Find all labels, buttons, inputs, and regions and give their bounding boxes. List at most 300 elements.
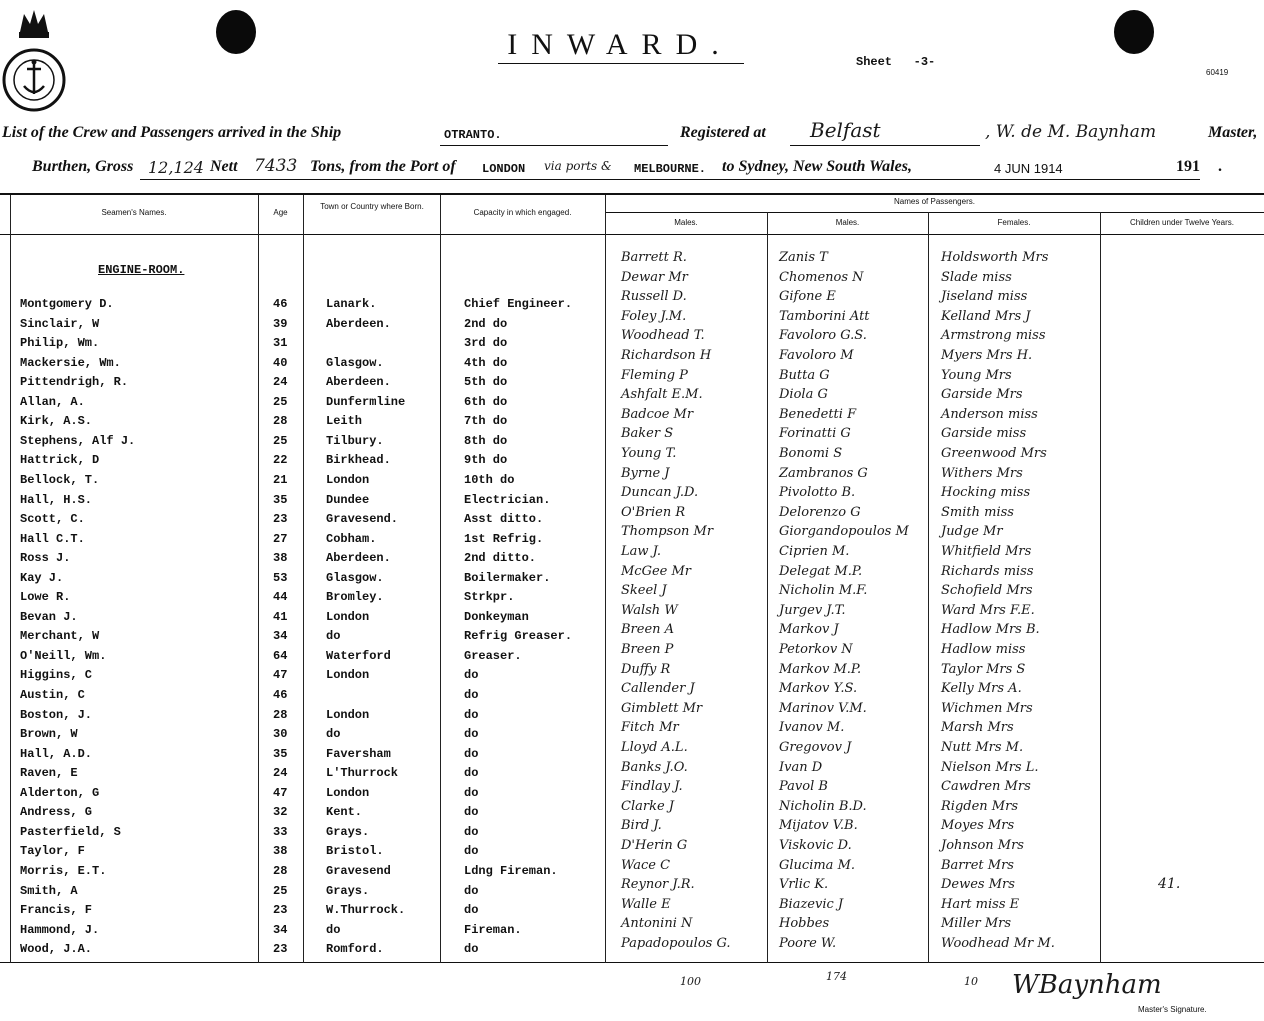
col-header-males-1: Males. (674, 218, 698, 227)
crew-capacity: Asst ditto. (464, 512, 544, 527)
passenger-female: Greenwood Mrs (941, 446, 1047, 461)
crew-age: 31 (273, 336, 288, 351)
sheet-label: Sheet (856, 55, 893, 69)
passenger-row (605, 583, 1105, 603)
crew-town: W.Thurrock. (326, 903, 406, 918)
passenger-row (605, 250, 1105, 270)
passenger-row (605, 270, 1105, 290)
crew-row (0, 825, 605, 845)
passenger-male: Barrett R. (621, 250, 687, 265)
crew-town: do (326, 727, 341, 742)
crew-town: Bromley. (326, 590, 384, 605)
crew-town: Glasgow. (326, 355, 384, 370)
passenger-female: Withers Mrs (941, 465, 1023, 481)
crew-name: Mackersie, Wm. (20, 355, 121, 370)
crew-row (0, 395, 605, 415)
crew-row (0, 590, 605, 610)
passenger-male: Ashfalt E.M. (621, 387, 703, 403)
passenger-row (605, 701, 1105, 721)
master-label: Master, (1208, 124, 1258, 141)
crew-name: Ross J. (20, 551, 71, 566)
passenger-male: Marinov V.M. (779, 700, 867, 716)
registered-line (790, 145, 980, 146)
passenger-male: Poore W. (779, 936, 837, 951)
passenger-male: Favoloro G.S. (779, 328, 867, 344)
crew-row (0, 923, 605, 943)
passenger-male: Pavol B (779, 779, 828, 795)
passenger-male: Markov Y.S. (779, 681, 858, 697)
crew-capacity: 3rd do (464, 336, 508, 351)
crew-name: Raven, E (20, 766, 78, 781)
crew-row (0, 571, 605, 591)
year-prefix: 191 (1176, 158, 1200, 175)
crew-capacity: Donkeyman (464, 609, 529, 624)
crew-town: Dunfermline (326, 394, 406, 409)
passenger-row (605, 368, 1105, 388)
crew-row (0, 727, 605, 747)
crew-town: do (326, 629, 341, 644)
passenger-female: Barret Mrs (941, 857, 1014, 873)
nett-tonnage: 7433 (254, 156, 298, 176)
crew-age: 38 (273, 551, 288, 566)
passenger-row (605, 622, 1105, 642)
crew-name: Boston, J. (20, 707, 93, 722)
passenger-female: Hadlow miss (941, 642, 1026, 657)
passenger-row (605, 564, 1105, 584)
passenger-male: Petorkov N (779, 642, 853, 657)
crew-age: 23 (273, 942, 288, 957)
crew-capacity: do (464, 688, 479, 702)
crew-age: 44 (273, 590, 288, 605)
crew-row (0, 903, 605, 923)
crew-name: Sinclair, W (20, 316, 100, 331)
passenger-female: Whitfield Mrs (941, 544, 1032, 559)
passenger-row (605, 818, 1105, 838)
crew-town: Kent. (326, 805, 363, 820)
passenger-female: Woodhead Mr M. (941, 936, 1055, 951)
passenger-female: Garside Mrs (941, 387, 1023, 403)
crew-capacity: 2nd do (464, 316, 508, 331)
passenger-male: Foley J.M. (621, 308, 687, 324)
passenger-male: Lloyd A.L. (621, 740, 688, 755)
crew-name: Stephens, Alf J. (20, 433, 136, 448)
crew-capacity: do (464, 746, 479, 761)
crew-age: 22 (273, 453, 288, 468)
passenger-male: Dewar Mr (621, 269, 688, 285)
crew-town: Aberdeen. (326, 551, 391, 566)
crew-capacity: do (464, 844, 479, 859)
shipping-office-seal (2, 2, 66, 120)
crew-capacity: Chief Engineer. (464, 297, 573, 311)
col-header-age: Age (273, 208, 288, 217)
passenger-male: Benedetti F (779, 406, 857, 422)
crew-age: 30 (273, 727, 288, 742)
passenger-male: Biazevic J (779, 896, 844, 912)
crew-row (0, 434, 605, 454)
passenger-row (605, 858, 1105, 878)
passenger-row (605, 348, 1105, 368)
signature-label: Master's Signature. (1138, 1005, 1207, 1014)
passenger-male: Tamborini Att (779, 308, 870, 324)
crew-capacity: do (464, 903, 479, 918)
passenger-male: Skeel J (621, 583, 667, 599)
crew-town: London (326, 609, 370, 624)
crew-town: London (326, 707, 370, 722)
passenger-male: Baker S (621, 426, 674, 442)
passenger-row (605, 662, 1105, 682)
passenger-female: Slade miss (941, 269, 1012, 285)
crew-age: 28 (273, 707, 288, 722)
passenger-male: Forinatti G (779, 426, 851, 442)
passenger-female: Hadlow Mrs B. (941, 622, 1040, 638)
passenger-row (605, 936, 1105, 956)
passenger-male: Ivan D (779, 759, 823, 775)
total-males-2: 174 (826, 970, 847, 983)
passenger-male: Butta G (779, 367, 830, 383)
passenger-female: Dewes Mrs (941, 877, 1015, 893)
crew-name: Brown, W (20, 727, 78, 742)
crew-name: Hammond, J. (20, 922, 100, 937)
crew-row (0, 747, 605, 767)
crew-town: Grays. (326, 883, 370, 898)
crew-name: Allan, A. (20, 394, 85, 409)
passenger-row (605, 916, 1105, 936)
crew-town: Romford. (326, 942, 384, 957)
crew-row (0, 551, 605, 571)
col-header-seamen: Seamen's Names. (101, 208, 167, 217)
crew-age: 41 (273, 609, 288, 624)
crew-name: Lowe R. (20, 590, 71, 605)
crew-capacity: do (464, 942, 479, 957)
crew-town: do (326, 922, 341, 937)
crew-town: London (326, 668, 370, 683)
crew-capacity: 9th do (464, 453, 508, 468)
passenger-male: Russell D. (621, 289, 687, 305)
burthen-label: Burthen, Gross (32, 158, 134, 175)
header-line-2-rule (140, 179, 1200, 180)
total-males-1: 100 (680, 975, 701, 988)
crew-capacity: Refrig Greaser. (464, 629, 573, 644)
passenger-male: Gimblett Mr (621, 700, 703, 716)
passenger-row (605, 740, 1105, 760)
year-dot: . (1218, 158, 1222, 175)
crew-name: Pittendrigh, R. (20, 375, 129, 390)
passenger-male: Woodhead T. (621, 328, 705, 344)
passenger-male: Duffy R (621, 661, 671, 677)
crew-capacity: do (464, 883, 479, 898)
crew-row (0, 375, 605, 395)
crew-age: 47 (273, 668, 288, 683)
crew-capacity: do (464, 668, 479, 683)
nett-label: Nett (210, 158, 238, 175)
crew-name: Merchant, W (20, 629, 100, 644)
crew-name: Taylor, F (20, 844, 85, 859)
crew-name: Andress, G (20, 805, 93, 820)
crew-name: Wood, J.A. (20, 942, 93, 957)
crew-town: Cobham. (326, 531, 377, 546)
via-note: via ports & (544, 159, 612, 173)
crew-name: Austin, C (20, 688, 85, 702)
passenger-male: Pivolotto B. (779, 485, 856, 501)
crew-town: Leith (326, 414, 363, 429)
crew-age: 32 (273, 805, 288, 820)
crew-age: 53 (273, 570, 288, 585)
passenger-male: Hobbes (779, 916, 830, 932)
passenger-female: Young Mrs (941, 367, 1012, 383)
passenger-male: Zambranos G (779, 465, 868, 481)
crew-capacity: 10th do (464, 472, 515, 487)
crew-capacity: 6th do (464, 394, 508, 409)
crew-name: Hall C.T. (20, 531, 85, 546)
crew-row (0, 688, 605, 708)
passenger-female: Cawdren Mrs (941, 779, 1031, 795)
crew-town: Aberdeen. (326, 375, 391, 390)
crew-name: Bellock, T. (20, 472, 100, 487)
passenger-row (605, 779, 1105, 799)
crew-row (0, 884, 605, 904)
punch-hole-right (1114, 10, 1154, 54)
crew-town: Faversham (326, 746, 391, 761)
crew-capacity: Greaser. (464, 648, 522, 663)
passenger-male: Papadopoulos G. (621, 936, 731, 951)
passenger-male: Delegat M.P. (779, 563, 863, 579)
passenger-female: Jiseland miss (941, 289, 1028, 305)
crew-capacity: 2nd ditto. (464, 551, 537, 566)
passenger-female: Armstrong miss (941, 328, 1046, 344)
crew-row (0, 844, 605, 864)
passenger-row (605, 760, 1105, 780)
passenger-female: Wichmen Mrs (941, 700, 1033, 716)
crew-row (0, 532, 605, 552)
crew-town: Birkhead. (326, 453, 391, 468)
ship-name: OTRANTO. (444, 128, 502, 142)
punch-hole-left (216, 10, 256, 54)
crew-capacity: do (464, 707, 479, 722)
passenger-male: Giorgandopoulos M (779, 524, 909, 540)
passenger-male: Favoloro M (779, 348, 854, 363)
crew-age: 47 (273, 785, 288, 800)
crew-name: Philip, Wm. (20, 336, 100, 351)
crew-age: 33 (273, 824, 288, 839)
crew-age: 34 (273, 629, 288, 644)
crew-row (0, 629, 605, 649)
crew-town: Gravesend (326, 863, 391, 878)
passenger-row (605, 407, 1105, 427)
crew-capacity: do (464, 727, 479, 742)
crew-name: Morris, E.T. (20, 863, 107, 878)
crew-row (0, 317, 605, 337)
passenger-male: Nicholin B.D. (779, 798, 867, 814)
crew-age: 39 (273, 316, 288, 331)
crew-capacity: 7th do (464, 414, 508, 429)
crew-row (0, 473, 605, 493)
passenger-male: Delorenzo G (779, 504, 861, 520)
tons-label: Tons, from the Port of (310, 158, 456, 175)
crew-name: Kay J. (20, 570, 64, 585)
crew-name: O'Neill, Wm. (20, 648, 107, 663)
col-header-town: Town or Country where Born. (320, 202, 424, 211)
crew-age: 46 (273, 688, 288, 702)
passenger-male: Wace C (621, 857, 671, 873)
crew-row (0, 864, 605, 884)
gross-tonnage: 12,124 (148, 158, 204, 177)
passenger-female: Myers Mrs H. (941, 348, 1033, 363)
crew-name: Hattrick, D (20, 453, 100, 468)
crew-capacity: 1st Refrig. (464, 531, 544, 546)
passenger-male: Richardson H (621, 348, 712, 363)
crew-row (0, 356, 605, 376)
crew-row (0, 493, 605, 513)
passenger-row (605, 603, 1105, 623)
port-from: LONDON (482, 162, 526, 176)
passenger-male: Fleming P (621, 367, 688, 383)
passenger-male: Byrne J (621, 465, 670, 481)
crew-row (0, 453, 605, 473)
crew-name: Pasterfield, S (20, 824, 121, 839)
passenger-female: Judge Mr (941, 524, 1003, 540)
crew-capacity: Electrician. (464, 492, 551, 507)
table-header-rule (0, 234, 1264, 235)
section-heading: ENGINE-ROOM. (98, 263, 185, 277)
crew-town: L'Thurrock (326, 766, 399, 781)
passenger-male: Antonini N (621, 916, 693, 932)
col-header-capacity: Capacity in which engaged. (473, 208, 572, 217)
crew-capacity: do (464, 805, 479, 820)
crew-capacity: Strkpr. (464, 590, 515, 605)
total-females: 10 (964, 975, 978, 988)
crew-capacity: Boilermaker. (464, 570, 551, 585)
sheet-value: -3- (913, 55, 936, 69)
crew-town: London (326, 785, 370, 800)
passenger-male: Markov M.P. (779, 661, 862, 677)
passenger-row (605, 387, 1105, 407)
registered-port: Belfast (810, 118, 881, 142)
passenger-male: Zanis T (779, 250, 828, 265)
passenger-male: Fitch Mr (621, 720, 679, 736)
form-number: 60419 (1206, 68, 1229, 77)
crew-row (0, 708, 605, 728)
crew-name: Hall, A.D. (20, 746, 93, 761)
crew-row (0, 805, 605, 825)
crew-row (0, 610, 605, 630)
passenger-female: Hart miss E (941, 896, 1020, 912)
col-header-passengers: Names of Passengers. (894, 197, 975, 206)
crew-capacity: do (464, 766, 479, 781)
crew-row (0, 414, 605, 434)
passenger-male: Clarke J (621, 798, 674, 814)
passenger-male: Breen P (621, 642, 674, 657)
passenger-male: Callender J (621, 681, 695, 697)
passenger-row (605, 524, 1105, 544)
passenger-male: Glucima M. (779, 857, 856, 873)
passenger-male: Ciprien M. (779, 544, 850, 559)
passenger-female: Rigden Mrs (941, 798, 1018, 814)
passenger-female: Nielson Mrs L. (941, 759, 1039, 775)
passenger-male: Reynor J.R. (621, 877, 695, 893)
table-top-rule (0, 193, 1264, 195)
col-header-males-2: Males. (835, 218, 860, 227)
table-bottom-rule (0, 962, 1264, 963)
passenger-row (605, 446, 1105, 466)
crew-name: Bevan J. (20, 609, 78, 624)
crew-row (0, 668, 605, 688)
port-via: MELBOURNE. (634, 162, 707, 176)
crew-name: Alderton, G (20, 785, 100, 800)
crew-row (0, 512, 605, 532)
passenger-female: Smith miss (941, 504, 1014, 520)
crew-name: Scott, C. (20, 512, 85, 527)
passenger-male: Bird J. (621, 818, 662, 834)
crew-town: Glasgow. (326, 570, 384, 585)
crew-town: Aberdeen. (326, 316, 391, 331)
master-name: , W. de M. Baynham (985, 122, 1157, 142)
passenger-male: Banks J.O. (621, 759, 688, 775)
passenger-male: Badcoe Mr (621, 406, 694, 422)
crew-town: Waterford (326, 648, 391, 663)
passenger-male: Vrlic K. (779, 877, 829, 893)
crew-capacity: do (464, 785, 479, 800)
crew-age: 24 (273, 766, 288, 781)
crew-age: 25 (273, 394, 288, 409)
crew-capacity: Fireman. (464, 922, 522, 937)
crew-age: 25 (273, 883, 288, 898)
crew-row (0, 766, 605, 786)
crew-name: Smith, A (20, 883, 78, 898)
passenger-row (605, 897, 1105, 917)
crew-age: 23 (273, 512, 288, 527)
margin-note: 41. (1158, 876, 1181, 892)
crew-age: 40 (273, 355, 288, 370)
passenger-male: Gifone E (779, 289, 836, 305)
registered-label: Registered at (680, 124, 766, 141)
passenger-header-rule (605, 212, 1264, 213)
crew-town: Bristol. (326, 844, 384, 859)
passenger-female: Nutt Mrs M. (941, 740, 1024, 755)
crew-town: London (326, 472, 370, 487)
passenger-male: O'Brien R (621, 504, 686, 520)
crew-capacity: 8th do (464, 433, 508, 448)
passenger-male: Markov J (779, 622, 839, 638)
crew-age: 25 (273, 433, 288, 448)
passenger-male: Bonomi S (779, 446, 843, 461)
passenger-male: Breen A (621, 622, 675, 638)
passenger-female: Holdsworth Mrs (941, 250, 1049, 265)
crew-age: 24 (273, 375, 288, 390)
crew-row (0, 942, 605, 962)
passenger-row (605, 877, 1105, 897)
passenger-male: Nicholin M.F. (779, 583, 868, 599)
passenger-male: McGee Mr (621, 563, 692, 579)
crew-age: 35 (273, 492, 288, 507)
crew-capacity: do (464, 824, 479, 839)
passenger-male: Mijatov V.B. (779, 818, 858, 834)
passenger-row (605, 681, 1105, 701)
title-underline (498, 63, 744, 64)
passenger-male: D'Herin G (621, 838, 688, 853)
passenger-male: Thompson Mr (621, 524, 714, 540)
passenger-row (605, 426, 1105, 446)
date-stamp: 4 JUN 1914 (994, 161, 1063, 176)
passenger-male: Duncan J.D. (621, 485, 699, 501)
crew-town: Tilbury. (326, 433, 384, 448)
sheet-number (856, 55, 935, 69)
passenger-female: Anderson miss (941, 406, 1038, 422)
passenger-female: Schofield Mrs (941, 583, 1033, 599)
crew-capacity: 4th do (464, 355, 508, 370)
passenger-row (605, 289, 1105, 309)
passenger-male: Viskovic D. (779, 838, 852, 853)
ship-name-line (440, 145, 668, 146)
